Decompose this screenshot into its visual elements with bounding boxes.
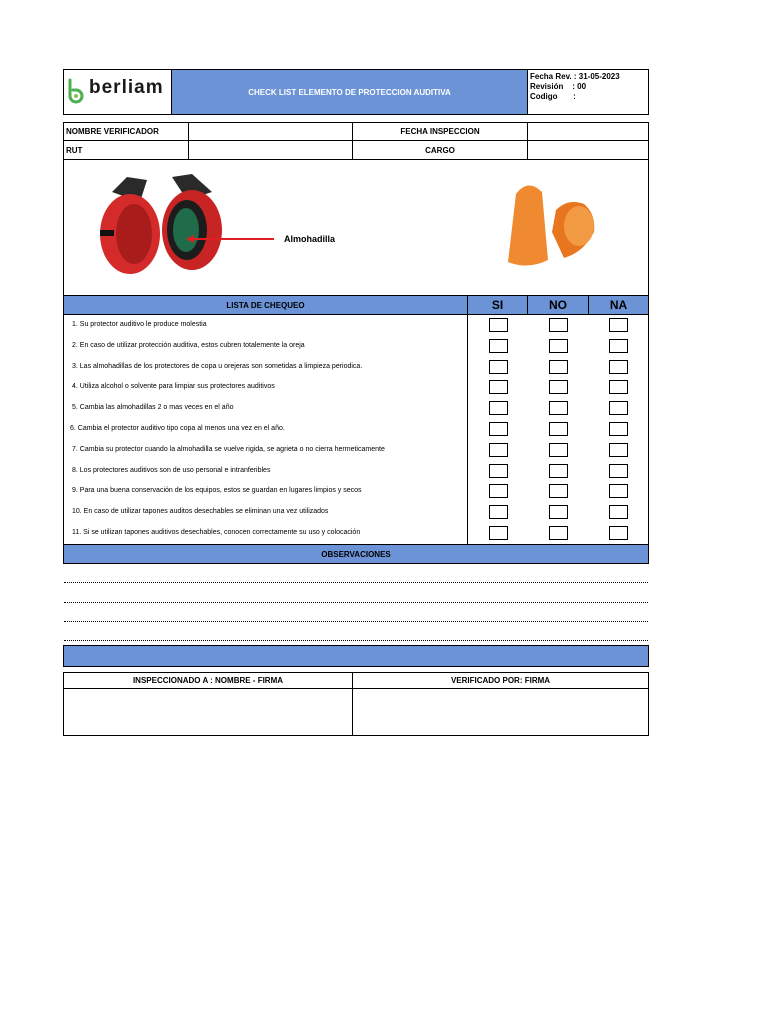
checkbox-no[interactable] [549,401,568,415]
observaciones-title: OBSERVACIONES [63,544,649,564]
image-panel [63,159,649,296]
checklist-item-text: 4. Utiliza alcohol o solvente para limpiar sus protectores auditivos [72,383,275,391]
checklist-item-text: 5. Cambia las almohadillas 2 o mas veces en el año [72,404,234,412]
checkbox-no[interactable] [549,464,568,478]
observaciones-line-3[interactable] [64,603,648,622]
fecha-inspeccion-value[interactable] [527,122,649,141]
inspeccionado-label: INSPECCIONADO A : NOMBRE - FIRMA [63,672,353,689]
checkbox-si[interactable] [489,464,508,478]
checkbox-si[interactable] [489,339,508,353]
checkbox-si[interactable] [489,318,508,332]
observaciones-line-1[interactable] [64,563,648,583]
checkbox-no[interactable] [549,360,568,374]
checklist-item-text: 10. En caso de utilizar tapones auditos desechables se eliminan una vez utilizados [72,508,329,516]
checkbox-na[interactable] [609,360,628,374]
verificado-signature-box[interactable] [352,688,649,736]
checkbox-na[interactable] [609,380,628,394]
checkbox-si[interactable] [489,484,508,498]
fecha-inspeccion-label: FECHA INSPECCION [352,122,528,141]
revision-info [527,69,649,115]
observaciones-footer-bar [63,645,649,667]
checkbox-si[interactable] [489,380,508,394]
observaciones-line-2[interactable] [64,583,648,603]
checklist-item-text: 6. Cambia el protector auditivo tipo copa al menos una vez en el año. [70,425,285,432]
checklist-item-text: 1. Su protector auditivo le produce molestia [72,321,207,328]
earplug-icon [504,174,604,274]
checkbox-na[interactable] [609,401,628,415]
checklist-title: LISTA DE CHEQUEO [63,295,468,315]
rut-label: RUT [63,140,189,160]
revision-code: Codigo : [530,92,576,101]
checkbox-na[interactable] [609,339,628,353]
nombre-verificador-value[interactable] [188,122,353,141]
nombre-verificador-label: NOMBRE VERIFICADOR [63,122,189,141]
brand-name: berliam [89,77,164,98]
checkbox-si[interactable] [489,401,508,415]
checkbox-no[interactable] [549,318,568,332]
berliam-logo-icon [64,78,86,104]
form-title: CHECK LIST ELEMENTO DE PROTECCION AUDITIVA [171,69,528,115]
checkbox-na[interactable] [609,422,628,436]
checklist-item-text: 8. Los protectores auditivos son de uso personal e intranferibles [72,466,271,474]
checkbox-si[interactable] [489,526,508,540]
inspeccionado-signature-box[interactable] [63,688,353,736]
revision-number: Revisión : 00 [530,82,587,91]
checklist-item-text: 2. En caso de utilizar protección auditiva, estos cubren totalemente la oreja [72,341,305,349]
checklist-item-text: 11. Si se utilizan tapones auditivos desechables, conocen correctamente su uso y colocación [72,529,361,536]
checkbox-na[interactable] [609,318,628,332]
col-no: NO [527,295,589,315]
checkbox-no[interactable] [549,422,568,436]
earmuff-protector-icon [92,172,232,282]
checkbox-no[interactable] [549,443,568,457]
checkbox-na[interactable] [609,443,628,457]
arrow-icon [186,234,276,244]
checklist-item-text: 9. Para una buena conservación de los equipos, estos se guardan en lugares limpios y secos [72,487,362,495]
checkbox-si[interactable] [489,360,508,374]
verificado-label: VERIFICADO POR: FIRMA [352,672,649,689]
checkbox-na[interactable] [609,464,628,478]
observaciones-line-4[interactable] [64,622,648,641]
checklist-item-text: 3. Las almohadillas de los protectores de copa u orejeras son sometidas a limpieza periodica. [72,362,363,370]
checkbox-no[interactable] [549,339,568,353]
header-logo-box [63,69,172,115]
checkbox-si[interactable] [489,422,508,436]
checkbox-no[interactable] [549,526,568,540]
checkbox-na[interactable] [609,484,628,498]
checkbox-si[interactable] [489,505,508,519]
checkbox-no[interactable] [549,505,568,519]
cargo-value[interactable] [527,140,649,160]
checkbox-no[interactable] [549,484,568,498]
col-na: NA [588,295,649,315]
checkbox-na[interactable] [609,526,628,540]
checklist-item-text: 7. Cambia su protector cuando la almohadilla se vuelve rigida, se agrieta o no cierra hermeticamente [72,445,385,453]
revision-date: Fecha Rev. : 31-05-2023 [530,72,620,81]
checkbox-si[interactable] [489,443,508,457]
col-si: SI [467,295,528,315]
checkbox-no[interactable] [549,380,568,394]
checkbox-na[interactable] [609,505,628,519]
cargo-label: CARGO [352,140,528,160]
almohadilla-label: Almohadilla [284,234,336,244]
rut-value[interactable] [188,140,353,160]
